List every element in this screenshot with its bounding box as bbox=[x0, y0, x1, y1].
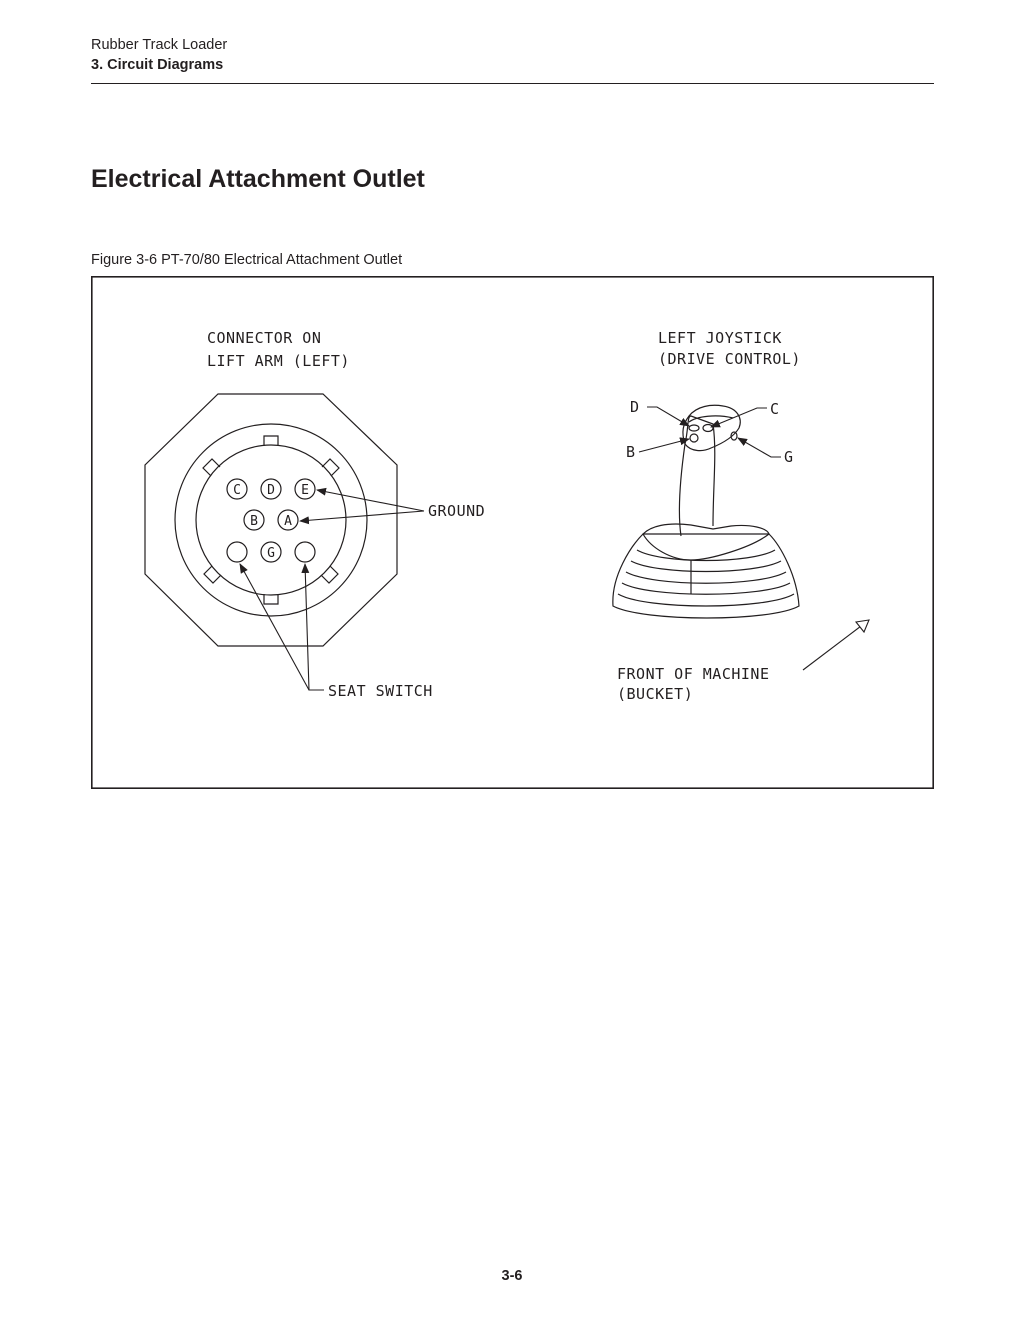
joystick-boot-step2 bbox=[622, 583, 790, 594]
connector-inner-ring bbox=[196, 445, 346, 595]
joystick-boot-step4 bbox=[631, 561, 781, 572]
page-title: Electrical Attachment Outlet bbox=[91, 165, 425, 193]
pin-label-b: B bbox=[250, 514, 258, 529]
seat-switch-label: SEAT SWITCH bbox=[328, 682, 433, 700]
joystick-pin-b: B bbox=[626, 443, 636, 461]
front-label-line1: FRONT OF MACHINE bbox=[617, 665, 770, 683]
joystick-pin-c: C bbox=[770, 400, 780, 418]
joystick-button-b bbox=[690, 434, 698, 442]
pin-label-c: C bbox=[233, 483, 241, 498]
connector-octagon bbox=[145, 394, 397, 646]
pin-label-g: G bbox=[267, 546, 275, 561]
joystick-shaft bbox=[679, 416, 714, 536]
joystick-button-c bbox=[703, 425, 713, 432]
joystick-leader-g bbox=[738, 438, 781, 457]
connector-key-lower-left bbox=[204, 566, 221, 583]
joystick-boot-top bbox=[643, 524, 769, 560]
header-divider bbox=[91, 83, 934, 84]
manual-title: Rubber Track Loader bbox=[91, 37, 228, 53]
pin-label-d: D bbox=[267, 483, 275, 498]
figure-frame bbox=[91, 276, 934, 789]
electrical-outlet-diagram bbox=[91, 276, 934, 789]
connector-label-line2: LIFT ARM (LEFT) bbox=[207, 352, 350, 370]
joystick-pin-g: G bbox=[784, 448, 794, 466]
connector-label-line1: CONNECTOR ON bbox=[207, 329, 322, 347]
pin-label-a: A bbox=[284, 514, 292, 529]
connector-key-lower-right bbox=[321, 566, 338, 583]
seat-switch-leader-left bbox=[240, 564, 309, 690]
ground-leader-e bbox=[317, 490, 424, 511]
connector-outer-ring bbox=[175, 424, 367, 616]
pin-label-e: E bbox=[301, 483, 309, 498]
joystick-grip bbox=[683, 405, 740, 450]
page-number: 3-6 bbox=[501, 1268, 523, 1284]
ground-leader-a bbox=[300, 511, 424, 521]
connector-drawing bbox=[145, 394, 397, 646]
joystick-leader-d bbox=[647, 407, 689, 426]
joystick-boot-step1 bbox=[618, 594, 794, 606]
front-direction-arrow bbox=[803, 620, 869, 670]
section-title: 3. Circuit Diagrams bbox=[91, 57, 224, 73]
joystick-button-d bbox=[689, 425, 699, 431]
joystick-leader-b bbox=[639, 439, 689, 452]
joystick-label-line2: (DRIVE CONTROL) bbox=[658, 350, 801, 368]
joystick-drawing bbox=[613, 405, 799, 618]
joystick-label-line1: LEFT JOYSTICK bbox=[658, 329, 782, 347]
ground-label: GROUND bbox=[428, 502, 486, 520]
joystick-pin-d: D bbox=[630, 398, 640, 416]
joystick-boot-step3 bbox=[626, 572, 786, 583]
front-label-line2: (BUCKET) bbox=[617, 685, 694, 703]
seat-switch-leader-right bbox=[305, 564, 324, 690]
pin-seat-right bbox=[295, 542, 315, 562]
figure-caption: Figure 3-6 PT-70/80 Electrical Attachment Outlet bbox=[91, 252, 403, 268]
pin-seat-left bbox=[227, 542, 247, 562]
